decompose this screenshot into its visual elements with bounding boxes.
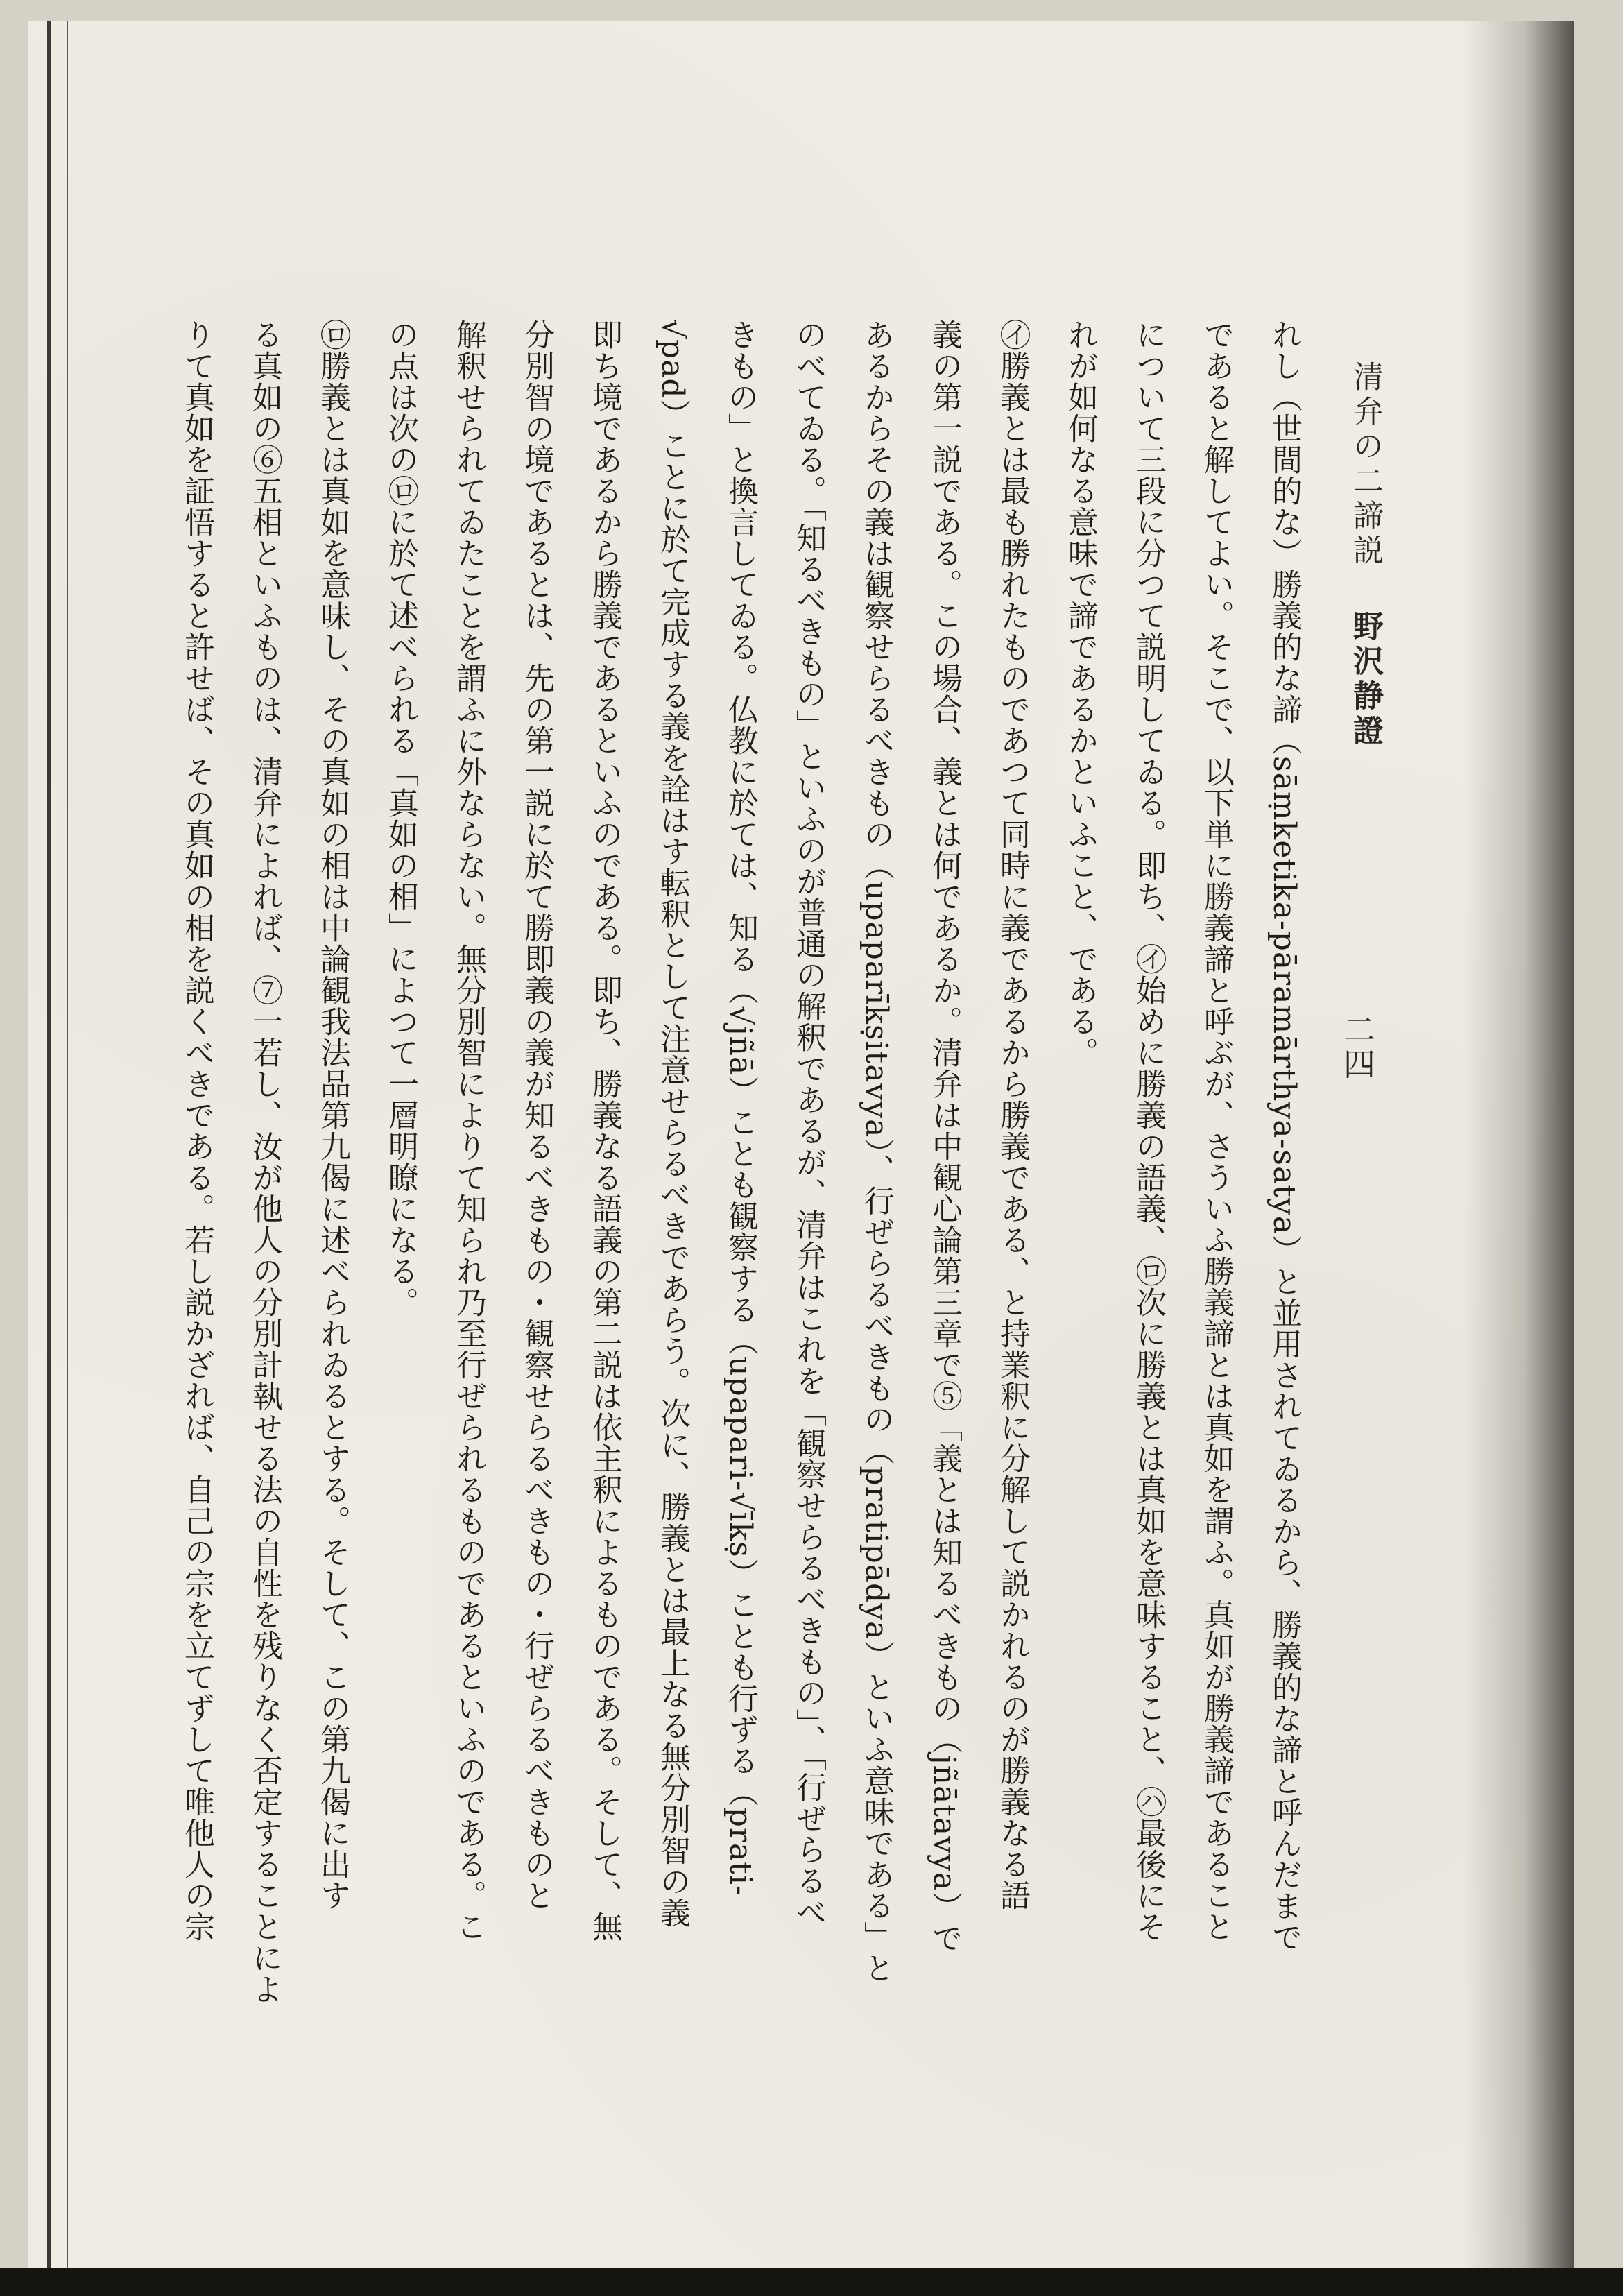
page-number: 二四: [1339, 1013, 1376, 1082]
text-column: る真如の⑥五相といふものは、清弁によれば、⑦一若し、汝が他人の分別計執せる法の自性を残りなく否定することによ: [247, 319, 282, 2005]
text-column: ㋺勝義とは真如を意味し、その真如の相は中論観我法品第九偈に述べられゐるとする。そして、この第九偈に出す: [315, 319, 350, 1911]
text-column: あるからその義は観察せらるべきもの（upaparīkṣitavya）、行ぜらるべきもの（pratipādya）といふ意味である」と: [859, 319, 894, 1984]
running-head-author: 野沢静證: [1348, 610, 1383, 749]
text-column: のべてゐる。「知るべきもの」といふのが普通の解釈であるが、清弁はこれを「観察せらるべきもの」、「行ぜらるべ: [791, 319, 826, 1928]
running-head-title: 清弁の二諦説: [1348, 361, 1383, 569]
text-column: 即ち境であるから勝義であるといふのである。即ち、勝義なる語義の第二説は依主釈によるものである。そして、無: [587, 319, 622, 1942]
binding-line-thin: [67, 21, 68, 2268]
body-text: [162, 319, 1318, 2206]
text-column: りて真如を証悟すると許せば、その真如の相を説くべきである。若し説かざれば、自己の宗を立てずして唯他人の宗: [179, 319, 214, 1942]
text-column: √pad）ことに於て完成する義を詮はす転釈として注意せらるべきであらう。次に、勝義とは最上なる無分別智の義: [655, 319, 690, 1928]
text-column: 義の第一説である。この場合、義とは何であるか。清弁は中観心論第三章で⑤「義とは知るべきもの（jñātavya）で: [927, 319, 962, 1954]
binding-line: [47, 21, 51, 2268]
text-column: れし（世間的な）勝義的な諦（sāṃketika-pāramārthya-satya）と並用されてゐるから、勝義的な諦と呼んだまで: [1266, 319, 1302, 1953]
text-column: であると解してよい。そこで、以下単に勝義諦と呼ぶが、さういふ勝義諦とは真如を謂ふ。真如が勝義諦であること: [1199, 319, 1234, 1942]
text-column: 解釈せられてゐたことを謂ふに外ならない。無分別智によりて知られ乃至行ぜられるものであるといふのである。こ: [451, 319, 486, 1942]
text-column: について三段に分つて説明してゐる。即ち、㋑始めに勝義の語義、㋺次に勝義とは真如を意味すること、㋩最後にそ: [1131, 319, 1166, 1942]
text-column: 分別智の境であるとは、先の第一説に於て勝即義の義が知るべきもの・観察せらるべきもの・行ぜらるべきものと: [519, 319, 554, 1911]
text-column: れが如何なる意味で諦であるかといふこと、である。: [1063, 319, 1098, 1068]
running-head: [1343, 361, 1387, 749]
scan-bottom-edge: [0, 2268, 1623, 2296]
text-column: ㋑勝義とは最も勝れたものであつて同時に義であるから勝義である、と持業釈に分解して説かれるのが勝義なる語: [995, 319, 1030, 1911]
page-gutter-shadow: [1463, 21, 1574, 2268]
text-column: の点は次の㋺に於て述べられる「真如の相」によつて一層明瞭になる。: [383, 319, 418, 1318]
text-column: きもの」と換言してゐる。仏教に於ては、知る（√jñā）ことも観察する（upapari-√īkṣ）ことも行ずる（prati-: [723, 319, 758, 1896]
